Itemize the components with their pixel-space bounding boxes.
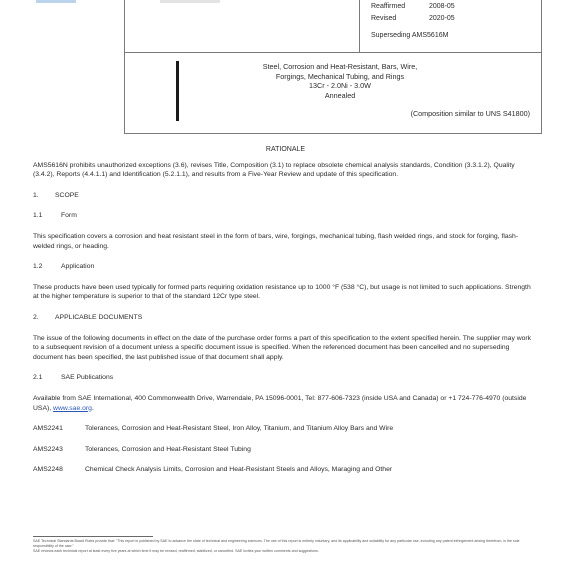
form-text: This specification covers a corrosion and heat resistant steel in the form of bars, wire, forgings, mechanical tubing, flash welded rings, and stock for forging, flash-welded rings, or heading. (33, 232, 519, 250)
applicable-documents-text: The issue of the following documents in effect on the date of the purchase order forms a part of this specification to the extent specified herein. The supplier may work to a subsequent revision of a document unless a specific document issue is specified. When the referenced document has been cancelled and no superseding document has been specified, the last published issue of that document shall apply. (33, 334, 532, 361)
footer-rule (33, 536, 153, 537)
section-number: 1. (33, 191, 39, 199)
sae-address: Available from SAE International, 400 Commonwealth Drive, Warrendale, PA 15096-0001, Tel: 877-606-7323 (inside USA and Canada) or +1 724-776-4970 (outside USA), (33, 394, 527, 412)
superseding-note: Superseding AMS5616M (371, 32, 449, 39)
reference-code: AMS2248 (33, 466, 63, 474)
date-value: 2020-05 (429, 15, 455, 22)
reference-code: AMS2243 (33, 445, 63, 453)
section-title: SCOPE (55, 191, 79, 199)
section-number: 1.1 (33, 212, 43, 220)
date-label: Revised (371, 15, 397, 22)
section-heading-form (33, 211, 538, 221)
date-row-reaffirmed (371, 1, 536, 13)
section-heading-scope (33, 191, 538, 201)
header-horizontal-divider (124, 52, 542, 53)
date-row-revised (371, 13, 536, 25)
title-line: Forgings, Mechanical Tubing, and Rings (275, 71, 405, 81)
reference-code: AMS2241 (33, 425, 63, 433)
header-vertical-divider (359, 0, 360, 52)
date-label: Reaffirmed (371, 3, 406, 10)
footer-line-2: SAE reviews each technical report at least every five years at which time it may be revised, reaffirmed, stabilized, or cancelled. SAE invites your written comments and suggestions. (33, 549, 319, 553)
section-title: SAE Publications (61, 374, 114, 382)
reference-description: Chemical Check Analysis Limits, Corrosion and Heat-Resistant Steels and Alloys, Maraging and Other (85, 466, 393, 474)
header-logo-fragment (36, 0, 76, 3)
issue-dates (371, 1, 536, 42)
section-title: Form (61, 212, 77, 220)
sae-website-link[interactable]: www.sae.org (53, 404, 92, 412)
title-line: 13Cr - 2.0Ni - 3.0W (309, 81, 371, 90)
section-number: 1.2 (33, 263, 43, 271)
footer-notice (33, 539, 538, 554)
document-body (33, 145, 538, 486)
section-heading-sae-publications (33, 373, 538, 383)
rationale-heading: RATIONALE (265, 146, 306, 153)
reference-row (33, 465, 538, 475)
reference-row (33, 424, 538, 434)
footer-line-1: SAE Technical Standards Board Rules provide that: "This report is published by SAE to advance the state of technical and engineering sciences. The use of this report is entirely voluntary, and its applicability and suitability for any particular use, including any patent infringement arising therefrom, is the sole responsibility of the user." (33, 539, 520, 548)
date-value: 2008-05 (429, 3, 455, 10)
sae-text-end: . (91, 404, 94, 412)
revision-bar (176, 61, 179, 121)
section-number: 2. (33, 313, 39, 321)
section-heading-application (33, 262, 538, 272)
section-title: APPLICABLE DOCUMENTS (55, 313, 143, 321)
title-line: Annealed (324, 90, 356, 100)
reference-row (33, 445, 538, 455)
section-number: 2.1 (33, 374, 43, 382)
rationale-text: AMS5616N prohibits unauthorized exceptions (3.6), revises Title, Composition (3.1) to replace obsolete chemical analysis standards, Condition (3.3.1.2), Quality (3.4.2), Reports (4.4.1.1) and Identification (5.2.1.1), and results from a Five-Year Review and update of this specification. (33, 161, 515, 179)
section-title: Application (61, 263, 95, 271)
sae-availability-text (33, 394, 538, 413)
reference-description: Tolerances, Corrosion and Heat-Resistant Steel, Iron Alloy, Titanium, and Titanium Alloy Bars and Wire (85, 425, 394, 433)
reference-description: Tolerances, Corrosion and Heat-Resistant Steel Tubing (85, 445, 251, 453)
spec-title (190, 62, 490, 100)
title-line: Steel, Corrosion and Heat-Resistant, Bars, Wire, (262, 62, 418, 71)
section-heading-applicable-documents (33, 313, 538, 323)
application-text: These products have been used typically for formed parts requiring oxidation resistance up to 1000 °F (538 °C), but usage is not limited to such applications. Strength at the higher temperature is superior to that of the standard 12Cr type steel. (33, 283, 531, 301)
composition-note: (Composition similar to UNS S41800) (410, 109, 530, 118)
